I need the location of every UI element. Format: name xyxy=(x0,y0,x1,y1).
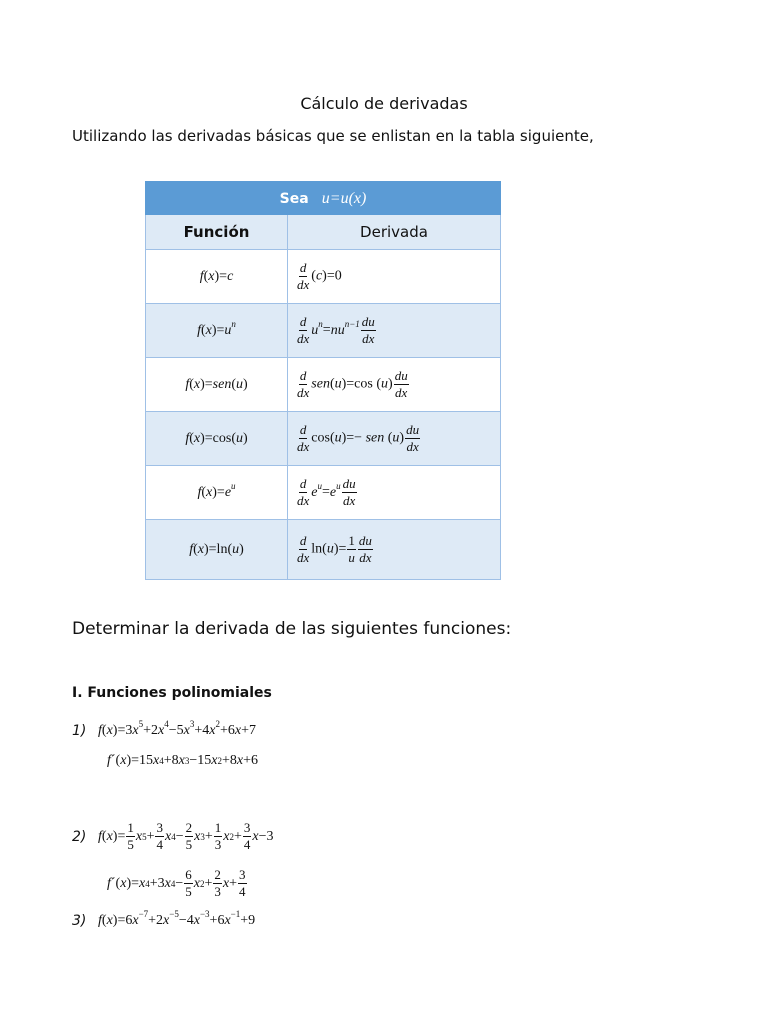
derivatives-table xyxy=(145,181,501,580)
derivative-cell: $\frac{d}{dx}$ sen(u)=cos (u) $\frac{du}{dx}$ xyxy=(288,358,501,412)
exercise-number: 2) xyxy=(72,828,87,845)
table-column-headers xyxy=(146,215,501,250)
exercise-function: f ( x )= $\frac{1}{5}$ x 5 + $\frac{3}{4}$ x 4 − $\frac{2}{5}$ x 3 + $\frac{1}{3}$ x 2 + $\frac{3}{4}$ x −3 xyxy=(98,820,274,852)
table-header-row xyxy=(146,182,501,215)
table-row xyxy=(146,520,501,580)
exercise-3 xyxy=(72,909,256,929)
table-row xyxy=(146,250,501,304)
derivative-cell: $\frac{d}{dx}$ $e^u=e^u$ $\frac{du}{dx}$ xyxy=(288,466,501,520)
function-cell: f(x)=ln(u) xyxy=(146,520,288,580)
exercise-1 xyxy=(72,719,256,739)
header-sea: Sea xyxy=(279,191,309,207)
section-title: I. Funciones polinomiales xyxy=(72,685,272,701)
exercise-function: $f(x)=3x^5+2x^4-5x^3+4x^2+6x+7$ xyxy=(98,719,256,738)
col-function-header: Función xyxy=(146,215,288,250)
function-cell: $f(x)=u^n$ xyxy=(146,304,288,358)
exercise-function: $f(x)=6x^{-7}+2x^{-5}-4x^{-3}+6x^{-1}+9$ xyxy=(98,909,256,928)
header-equation: u=u(x) xyxy=(321,190,367,207)
derivative-cell: $\frac{d}{dx}$ $u^n=nu^{n-1}$ $\frac{du}{dx}$ xyxy=(288,304,501,358)
derivative-cell: $\frac{d}{dx}$ (c)=0 xyxy=(288,250,501,304)
col-derivative-header: Derivada xyxy=(288,215,501,250)
exercise-2 xyxy=(72,820,273,853)
table-row xyxy=(146,466,501,520)
exercise-instructions: Determinar la derivada de las siguientes funciones: xyxy=(72,619,512,639)
intro-text: Utilizando las derivadas básicas que se enlistan en la tabla siguiente, xyxy=(72,127,594,145)
table-row xyxy=(146,358,501,412)
function-cell: f(x)=sen(u) xyxy=(146,358,288,412)
exercise-2-answer: f ´( x )= x 4 +3 x 4 − $\frac{6}{5}$ x 2 + $\frac{2}{3}$ x + $\frac{3}{4}$ xyxy=(107,867,246,899)
exercise-1-answer: f ´( x )=15 x 4 +8 x 3 −15 x 2 +8 x +6 xyxy=(107,753,258,768)
function-cell: f(x)=cos(u) xyxy=(146,412,288,466)
function-cell: f(x)=c xyxy=(146,250,288,304)
derivative-cell: $\frac{d}{dx}$ cos(u)=− sen (u) $\frac{du}{dx}$ xyxy=(288,412,501,466)
table-row xyxy=(146,412,501,466)
table-row xyxy=(146,304,501,358)
derivative-cell: $\frac{d}{dx}$ ln(u)= $\frac{1}{u}$ $\frac{du}{dx}$ xyxy=(288,520,501,580)
exercise-number: 3) xyxy=(72,913,87,929)
exercise-number: 1) xyxy=(72,723,87,739)
page-title: Cálculo de derivadas xyxy=(300,94,468,113)
function-cell: $f(x)=e^u$ xyxy=(146,466,288,520)
table-header-cell xyxy=(146,182,501,215)
